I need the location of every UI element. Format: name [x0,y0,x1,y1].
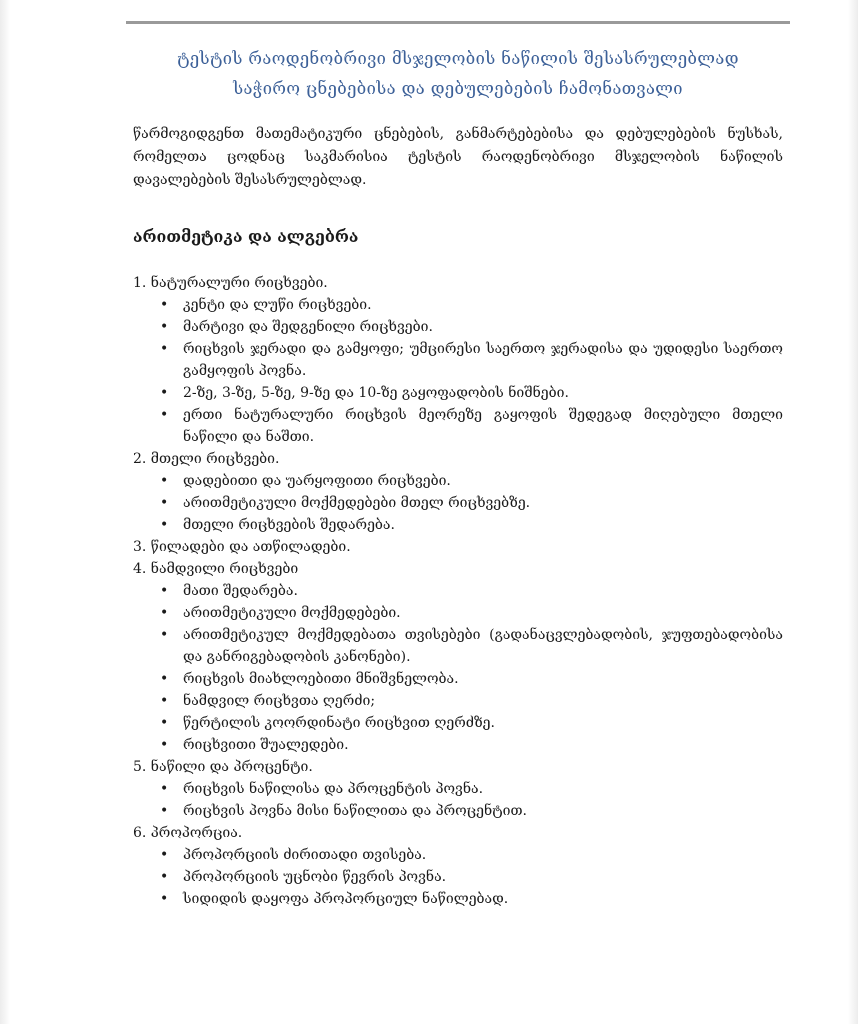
section-heading: არითმეტიკა და ალგებრა [133,227,359,246]
topic-item [133,558,783,756]
subtopic-item: • ერთი ნატურალური რიცხვის მეორეზე გაყოფის შედეგად მიღებული მთელი ნაწილი და ნაშთი. [133,404,783,448]
subtopic-item: • რიცხვითი შუალედები. [133,734,783,756]
document-title [133,44,783,104]
subtopic-item: • დადებითი და უარყოფითი რიცხვები. [133,470,783,492]
page-shadow-left [0,0,10,1024]
topic-item [133,536,783,558]
subtopic-item: • პროპორციის უცნობი წევრის პოვნა. [133,866,783,888]
topic-label: 5. ნაწილი და პროცენტი. [133,759,313,775]
topic-label: 3. წილადები და ათწილადები. [133,539,351,555]
subtopic-item: • წერტილის კოორდინატი რიცხვით ღერძზე. [133,712,783,734]
subtopic-item: • რიცხვის პოვნა მისი ნაწილითა და პროცენტით. [133,800,783,822]
subtopic-item: • არითმეტიკული მოქმედებები. [133,602,783,624]
subtopic-item: • მათი შედარება. [133,580,783,602]
subtopic-list [133,470,783,536]
subtopic-item: • მარტივი და შედგენილი რიცხვები. [133,316,783,338]
topic-item [133,272,783,448]
header-rule [126,21,790,24]
topic-label: 2. მთელი რიცხვები. [133,451,280,467]
topic-label: 4. ნამდვილი რიცხვები [133,561,299,577]
topic-item [133,822,783,910]
subtopic-item: • რიცხვის ჯერადი და გამყოფი; უმცირესი საერთო ჯერადისა და უდიდესი საერთო გამყოფის პოვნა. [133,338,783,382]
subtopic-item: • რიცხვის მიახლოებითი მნიშვნელობა. [133,668,783,690]
document-page [133,44,783,910]
subtopic-item: • არითმეტიკულ მოქმედებათა თვისებები (გადანაცვლებადობის, ჯუფთებადობისა და განრიგებადობის კანონები). [133,624,783,668]
subtopic-list [133,778,783,822]
page-shadow-right [848,0,858,1024]
topic-list [133,272,783,910]
subtopic-item: • არითმეტიკული მოქმედებები მთელ რიცხვებზე. [133,492,783,514]
subtopic-item: • პროპორციის ძირითადი თვისება. [133,844,783,866]
subtopic-item: • ნამდვილ რიცხვთა ღერძი; [133,690,783,712]
subtopic-item: • მთელი რიცხვების შედარება. [133,514,783,536]
topic-item [133,756,783,822]
subtopic-item: • რიცხვის ნაწილისა და პროცენტის პოვნა. [133,778,783,800]
topic-label: 6. პროპორცია. [133,825,243,841]
intro-paragraph: წარმოგიდგენთ მათემატიკური ცნებების, განმარტებებისა და დებულებების ნუსხას, რომელთა ცოდნაც საკმარისია ტესტის რაოდენობრივი მსჯელობის ნაწილის დავალებების შესასრულებლად. [133,126,783,188]
subtopic-list [133,294,783,448]
title-line: საჭირო ცნებებისა და დებულებების ჩამონათვალი [233,79,683,98]
subtopic-item: • კენტი და ლუწი რიცხვები. [133,294,783,316]
topic-label: 1. ნატურალური რიცხვები. [133,275,328,291]
subtopic-item: • 2-ზე, 3-ზე, 5-ზე, 9-ზე და 10-ზე გაყოფადობის ნიშნები. [133,382,783,404]
subtopic-list [133,580,783,756]
subtopic-list [133,844,783,910]
title-line: ტესტის რაოდენობრივი მსჯელობის ნაწილის შესასრულებლად [177,49,739,68]
topic-item [133,448,783,536]
subtopic-item: • სიდიდის დაყოფა პროპორციულ ნაწილებად. [133,888,783,910]
